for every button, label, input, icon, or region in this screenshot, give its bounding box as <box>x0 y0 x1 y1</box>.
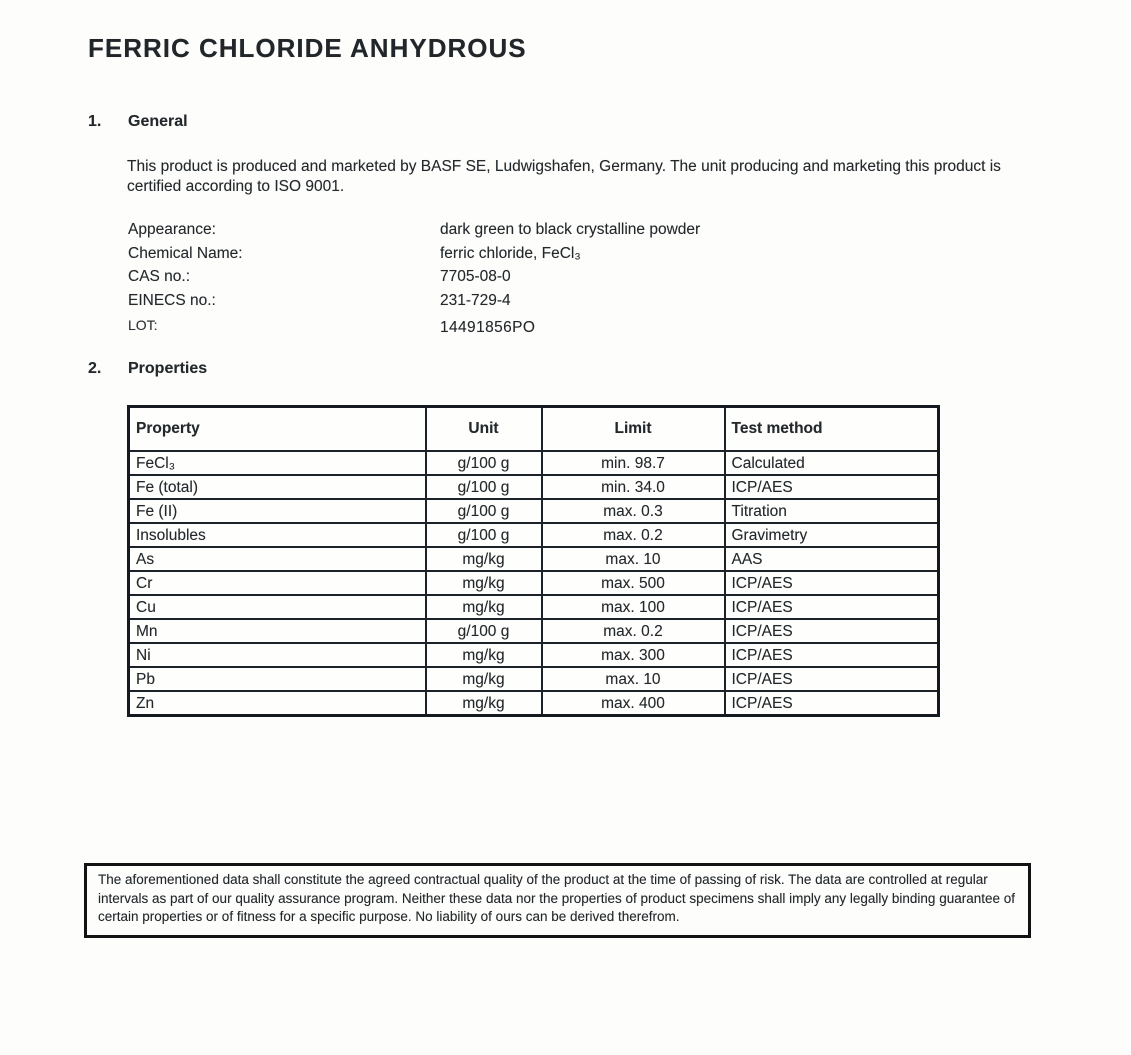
cell-method: ICP/AES <box>725 643 939 667</box>
table-row <box>129 499 939 523</box>
cell-limit: max. 300 <box>542 643 725 667</box>
general-fields <box>128 221 700 339</box>
section-general-label: General <box>128 113 188 130</box>
cell-limit: max. 10 <box>542 547 725 571</box>
cell-method: ICP/AES <box>725 571 939 595</box>
cell-unit: g/100 g <box>426 475 542 499</box>
table-row <box>129 691 939 716</box>
general-paragraph: This product is produced and marketed by BASF SE, Ludwigshafen, Germany. The unit producing and marketing this product is certified according to ISO 9001. <box>127 158 1001 195</box>
field-row <box>128 245 700 269</box>
cell-property: FeCl₃ <box>129 451 426 475</box>
cell-limit: max. 10 <box>542 667 725 691</box>
table-row <box>129 451 939 475</box>
properties-table <box>127 405 940 717</box>
cell-unit: mg/kg <box>426 595 542 619</box>
cell-property: Cu <box>129 595 426 619</box>
disclaimer-text: The aforementioned data shall constitute the agreed contractual quality of the product at the time of passing of risk. The data are controlled at regular intervals as part of our quality assurance program. Neither these data nor the properties of product specimens shall imply any legally binding guarantee of certain properties or of fitness for a specific purpose. No liability of ours can be derived therefrom. <box>98 872 1016 925</box>
field-value: ferric chloride, FeCl₃ <box>440 244 581 262</box>
field-label: Appearance: <box>128 221 216 238</box>
cell-method: Titration <box>725 499 939 523</box>
field-row <box>128 221 700 245</box>
cell-method: ICP/AES <box>725 595 939 619</box>
cell-method: ICP/AES <box>725 475 939 499</box>
cell-property: Mn <box>129 619 426 643</box>
cell-property: Ni <box>129 643 426 667</box>
section-general-number: 1. <box>88 113 102 130</box>
field-label: Chemical Name: <box>128 244 243 262</box>
cell-method: Gravimetry <box>725 523 939 547</box>
field-label: CAS no.: <box>128 268 191 286</box>
document-title: FERRIC CHLORIDE ANHYDROUS <box>88 33 527 63</box>
cell-limit: max. 0.3 <box>542 499 725 523</box>
cell-property: Insolubles <box>129 523 426 547</box>
field-value: dark green to black crystalline powder <box>440 221 701 238</box>
field-value: 14491856PO <box>440 319 536 337</box>
cell-property: Cr <box>129 571 426 595</box>
cell-property: Pb <box>129 667 426 691</box>
table-header-row <box>129 407 939 452</box>
cell-property: Fe (II) <box>129 499 426 523</box>
column-header-test-method: Test method <box>725 407 939 452</box>
cell-property: As <box>129 547 426 571</box>
cell-method: AAS <box>725 547 939 571</box>
cell-property: Zn <box>129 691 426 716</box>
column-header-limit: Limit <box>542 407 725 452</box>
table-row <box>129 619 939 643</box>
cell-unit: g/100 g <box>426 619 542 643</box>
section-properties-label: Properties <box>128 360 208 377</box>
cell-limit: min. 98.7 <box>542 451 725 475</box>
cell-limit: max. 400 <box>542 691 725 716</box>
cell-limit: max. 500 <box>542 571 725 595</box>
table-row <box>129 547 939 571</box>
properties-table-body <box>129 451 939 716</box>
table-row <box>129 643 939 667</box>
cell-unit: mg/kg <box>426 571 542 595</box>
table-row <box>129 523 939 547</box>
cell-unit: g/100 g <box>426 499 542 523</box>
disclaimer-box <box>84 863 1031 938</box>
cell-unit: mg/kg <box>426 547 542 571</box>
cell-unit: mg/kg <box>426 667 542 691</box>
section-properties-number: 2. <box>88 360 102 377</box>
table-row <box>129 475 939 499</box>
section-properties-heading <box>88 360 207 378</box>
cell-unit: mg/kg <box>426 643 542 667</box>
column-header-unit: Unit <box>426 407 542 452</box>
field-row <box>128 292 700 316</box>
field-label: EINECS no.: <box>128 291 216 309</box>
cell-unit: g/100 g <box>426 523 542 547</box>
table-row <box>129 667 939 691</box>
cell-limit: max. 100 <box>542 595 725 619</box>
field-row <box>128 315 700 339</box>
field-label: LOT: <box>128 317 158 334</box>
cell-limit: max. 0.2 <box>542 523 725 547</box>
field-value: 7705-08-0 <box>440 268 511 286</box>
table-row <box>129 595 939 619</box>
cell-method: ICP/AES <box>725 691 939 716</box>
cell-unit: g/100 g <box>426 451 542 475</box>
cell-limit: min. 34.0 <box>542 475 725 499</box>
table-row <box>129 571 939 595</box>
cell-method: Calculated <box>725 451 939 475</box>
cell-method: ICP/AES <box>725 619 939 643</box>
column-header-property: Property <box>129 407 426 452</box>
section-general-heading <box>88 113 188 131</box>
cell-limit: max. 0.2 <box>542 619 725 643</box>
field-value: 231-729-4 <box>440 291 511 309</box>
cell-unit: mg/kg <box>426 691 542 716</box>
cell-method: ICP/AES <box>725 667 939 691</box>
cell-property: Fe (total) <box>129 475 426 499</box>
field-row <box>128 268 700 292</box>
